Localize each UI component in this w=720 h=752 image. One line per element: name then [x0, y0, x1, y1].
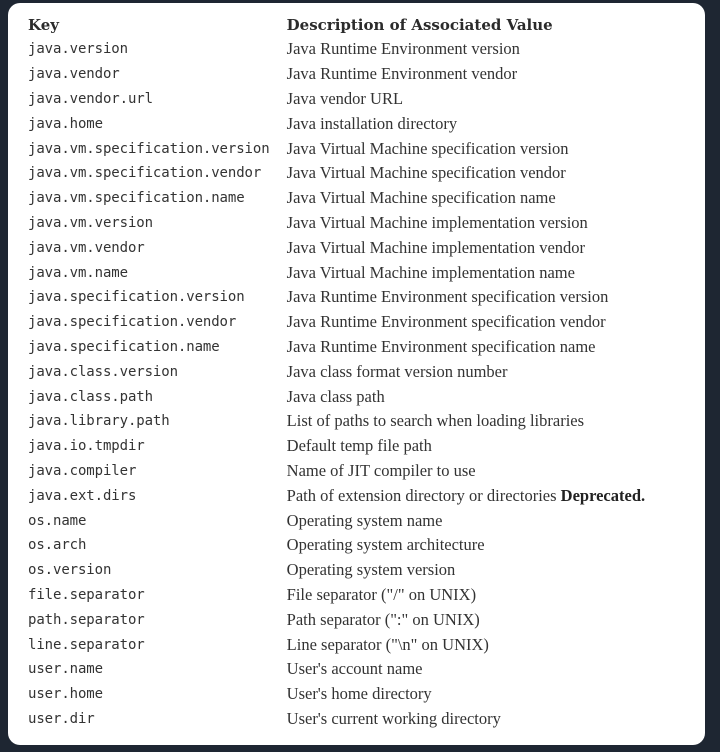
property-description	[287, 310, 705, 335]
property-key: java.compiler	[28, 462, 137, 479]
property-description	[287, 136, 705, 161]
property-key: java.vm.name	[28, 264, 128, 281]
table-body	[28, 37, 705, 731]
table-row	[28, 508, 705, 533]
description-text: Line separator ("\n" on UNIX)	[286, 634, 489, 654]
table-row	[28, 87, 705, 112]
description-text: Java vendor URL	[286, 88, 404, 108]
table-row	[28, 459, 705, 484]
property-description	[287, 87, 705, 112]
property-key: file.separator	[28, 586, 145, 603]
table-row	[28, 434, 705, 459]
description-text: File separator ("/" on UNIX)	[286, 584, 477, 604]
table-row	[28, 62, 705, 87]
table-row	[28, 335, 705, 360]
description-text: Operating system version	[286, 560, 456, 580]
property-description	[287, 359, 705, 384]
description-text: User's current working directory	[286, 708, 501, 728]
property-key: java.class.path	[28, 388, 153, 405]
property-description	[287, 434, 705, 459]
property-description	[287, 335, 705, 360]
description-column-header: Description of Associated Value	[286, 15, 553, 34]
table-row	[28, 533, 705, 558]
description-text: Java class path	[286, 386, 385, 406]
property-description	[287, 62, 705, 87]
table-row	[28, 483, 705, 508]
property-description	[287, 235, 705, 260]
property-key: java.vm.version	[28, 214, 153, 231]
property-description	[287, 682, 705, 707]
description-text: Java Virtual Machine specification version	[286, 138, 569, 158]
property-description	[287, 211, 705, 236]
table-row	[28, 37, 705, 62]
table-row	[28, 558, 705, 583]
table-row	[28, 632, 705, 657]
property-key: java.library.path	[28, 413, 170, 430]
property-description	[287, 37, 705, 62]
table-row	[28, 186, 705, 211]
property-key: java.specification.version	[28, 289, 245, 306]
key-column-header: Key	[28, 15, 59, 34]
table-row	[28, 211, 705, 236]
table-row	[28, 111, 705, 136]
property-description	[287, 707, 705, 732]
property-key: java.vm.vendor	[28, 239, 145, 256]
table-row	[28, 359, 705, 384]
table-row	[28, 583, 705, 608]
description-text: Name of JIT compiler to use	[286, 460, 476, 480]
property-key: java.io.tmpdir	[28, 438, 145, 455]
description-text: User's account name	[286, 659, 423, 679]
description-text: Java installation directory	[286, 113, 458, 133]
property-key: os.arch	[28, 537, 87, 554]
property-key: java.vendor	[28, 66, 120, 83]
table-row	[28, 310, 705, 335]
table-row	[28, 409, 705, 434]
property-key: java.vm.specification.version	[28, 140, 270, 157]
table-row	[28, 707, 705, 732]
content-card	[8, 3, 705, 745]
table-row	[28, 607, 705, 632]
table-row	[28, 161, 705, 186]
property-description	[287, 508, 705, 533]
property-description	[287, 161, 705, 186]
description-text: User's home directory	[286, 684, 432, 704]
property-key: os.version	[28, 562, 112, 579]
description-text: Operating system architecture	[286, 535, 485, 555]
description-text: Path of extension directory or directories	[286, 485, 557, 505]
description-text: Path separator (":" on UNIX)	[286, 609, 480, 629]
description-text: Java Runtime Environment version	[286, 39, 520, 59]
property-key: path.separator	[28, 611, 145, 628]
property-key: java.class.version	[28, 363, 178, 380]
property-description	[287, 558, 705, 583]
property-description	[287, 186, 705, 211]
system-properties-table	[28, 12, 705, 731]
property-key: line.separator	[28, 636, 145, 653]
property-key: java.specification.name	[28, 338, 220, 355]
property-description	[287, 483, 705, 508]
table-row	[28, 136, 705, 161]
description-text: Java Virtual Machine implementation version	[286, 212, 588, 232]
property-key: java.specification.vendor	[28, 314, 237, 331]
description-text: Java Runtime Environment vendor	[286, 64, 518, 84]
property-key: java.vm.specification.name	[28, 190, 245, 207]
property-key: user.name	[28, 661, 103, 678]
table-row	[28, 260, 705, 285]
table-row	[28, 384, 705, 409]
property-key: java.version	[28, 41, 128, 58]
property-key: java.home	[28, 115, 103, 132]
property-description	[287, 285, 705, 310]
table-row	[28, 285, 705, 310]
table-row	[28, 657, 705, 682]
property-description	[287, 657, 705, 682]
deprecated-note: Deprecated.	[560, 485, 646, 505]
property-description	[287, 632, 705, 657]
description-text: Java Virtual Machine specification vendor	[286, 163, 566, 183]
description-text: Java Virtual Machine implementation name	[286, 262, 575, 282]
description-text: Java Virtual Machine specification name	[286, 188, 556, 208]
table-row	[28, 682, 705, 707]
property-description	[287, 260, 705, 285]
property-description	[287, 409, 705, 434]
property-description	[287, 111, 705, 136]
description-text: Default temp file path	[286, 436, 432, 456]
property-key: os.name	[28, 512, 87, 529]
property-description	[287, 607, 705, 632]
property-description	[287, 583, 705, 608]
description-text: Java class format version number	[286, 361, 508, 381]
property-description	[287, 459, 705, 484]
property-key: java.ext.dirs	[28, 487, 137, 504]
description-text: List of paths to search when loading libraries	[286, 411, 585, 431]
table-row	[28, 235, 705, 260]
description-text: Java Runtime Environment specification name	[286, 336, 596, 356]
table-header-row	[28, 12, 705, 37]
description-text: Java Runtime Environment specification version	[286, 287, 609, 307]
property-description	[287, 384, 705, 409]
description-text: Operating system name	[286, 510, 443, 530]
description-text: Java Virtual Machine implementation vendor	[286, 237, 586, 257]
property-key: java.vendor.url	[28, 90, 153, 107]
description-text: Java Runtime Environment specification vendor	[286, 312, 606, 332]
property-key: user.dir	[28, 710, 95, 727]
property-description	[287, 533, 705, 558]
property-key: user.home	[28, 686, 103, 703]
property-key: java.vm.specification.vendor	[28, 165, 262, 182]
